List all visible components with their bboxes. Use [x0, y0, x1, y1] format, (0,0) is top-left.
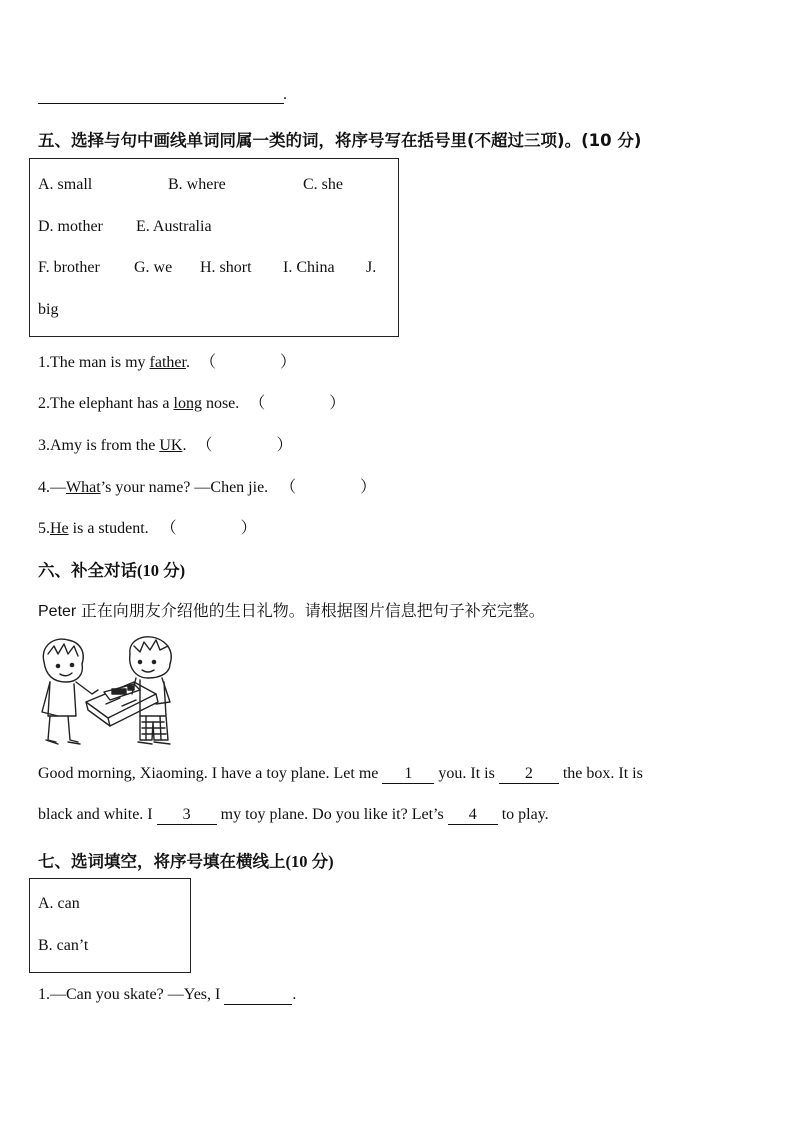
- underlined-word: What: [66, 479, 101, 496]
- dialogue-line-1: Good morning, Xiaoming. I have a toy plane. Let me 1 you. It is 2 the box. It is: [38, 765, 643, 782]
- word-option-a: A. can: [38, 895, 80, 912]
- section7-title: 七、选词填空，将序号填在横线上(10 分): [38, 852, 334, 871]
- option-g: G. we: [134, 259, 173, 276]
- blank-1[interactable]: 1: [382, 765, 434, 784]
- question-3: 3.Amy is from the UK. （ ）: [38, 435, 293, 454]
- answer-paren[interactable]: （ ）: [249, 393, 346, 412]
- section6-instruction: Peter 正在向朋友介绍他的生日礼物。请根据图片信息把句子补充完整。: [38, 601, 545, 620]
- option-j: J.: [366, 259, 377, 276]
- option-i: I. China: [283, 259, 335, 276]
- word-bank-box: [29, 878, 191, 973]
- option-d: D. mother: [38, 218, 103, 235]
- fill-question-1: 1.—Can you skate? —Yes, I .: [38, 986, 297, 1003]
- underlined-word: He: [50, 520, 69, 537]
- answer-paren[interactable]: （ ）: [196, 435, 293, 454]
- underlined-word: father: [149, 354, 186, 371]
- question-2: 2.The elephant has a long nose. （ ）: [38, 393, 346, 412]
- blank-4[interactable]: 4: [448, 806, 498, 825]
- option-j-word: big: [38, 301, 59, 318]
- answer-line: [38, 103, 284, 104]
- question-1: 1.The man is my father. （ ）: [38, 352, 296, 371]
- section5-title: 五、选择与句中画线单词同属一类的词，将序号写在括号里(不超过三项)。(10 分): [38, 131, 642, 150]
- answer-paren[interactable]: （ ）: [160, 518, 257, 537]
- underlined-word: long: [173, 395, 202, 412]
- word-option-b: B. can’t: [38, 937, 89, 954]
- dialogue-line-2: black and white. I 3 my toy plane. Do you like it? Let’s 4 to play.: [38, 806, 549, 823]
- line-period: .: [283, 86, 287, 103]
- question-4: 4.—What’s your name? —Chen jie. （ ）: [38, 477, 377, 496]
- answer-paren[interactable]: （ ）: [280, 477, 377, 496]
- answer-paren[interactable]: （ ）: [199, 352, 296, 371]
- answer-blank[interactable]: [224, 986, 292, 1005]
- blank-3[interactable]: 3: [157, 806, 217, 825]
- option-e: E. Australia: [136, 218, 212, 235]
- blank-2[interactable]: 2: [499, 765, 559, 784]
- option-h: H. short: [200, 259, 252, 276]
- option-b: B. where: [168, 176, 226, 193]
- option-c: C. she: [303, 176, 343, 193]
- boys-gift-illustration: [36, 632, 186, 748]
- section6-title: 六、补全对话(10 分): [38, 561, 186, 580]
- question-5: 5.He is a student. （ ）: [38, 518, 257, 537]
- underlined-word: UK: [159, 437, 183, 454]
- option-a: A. small: [38, 176, 93, 193]
- option-f: F. brother: [38, 259, 100, 276]
